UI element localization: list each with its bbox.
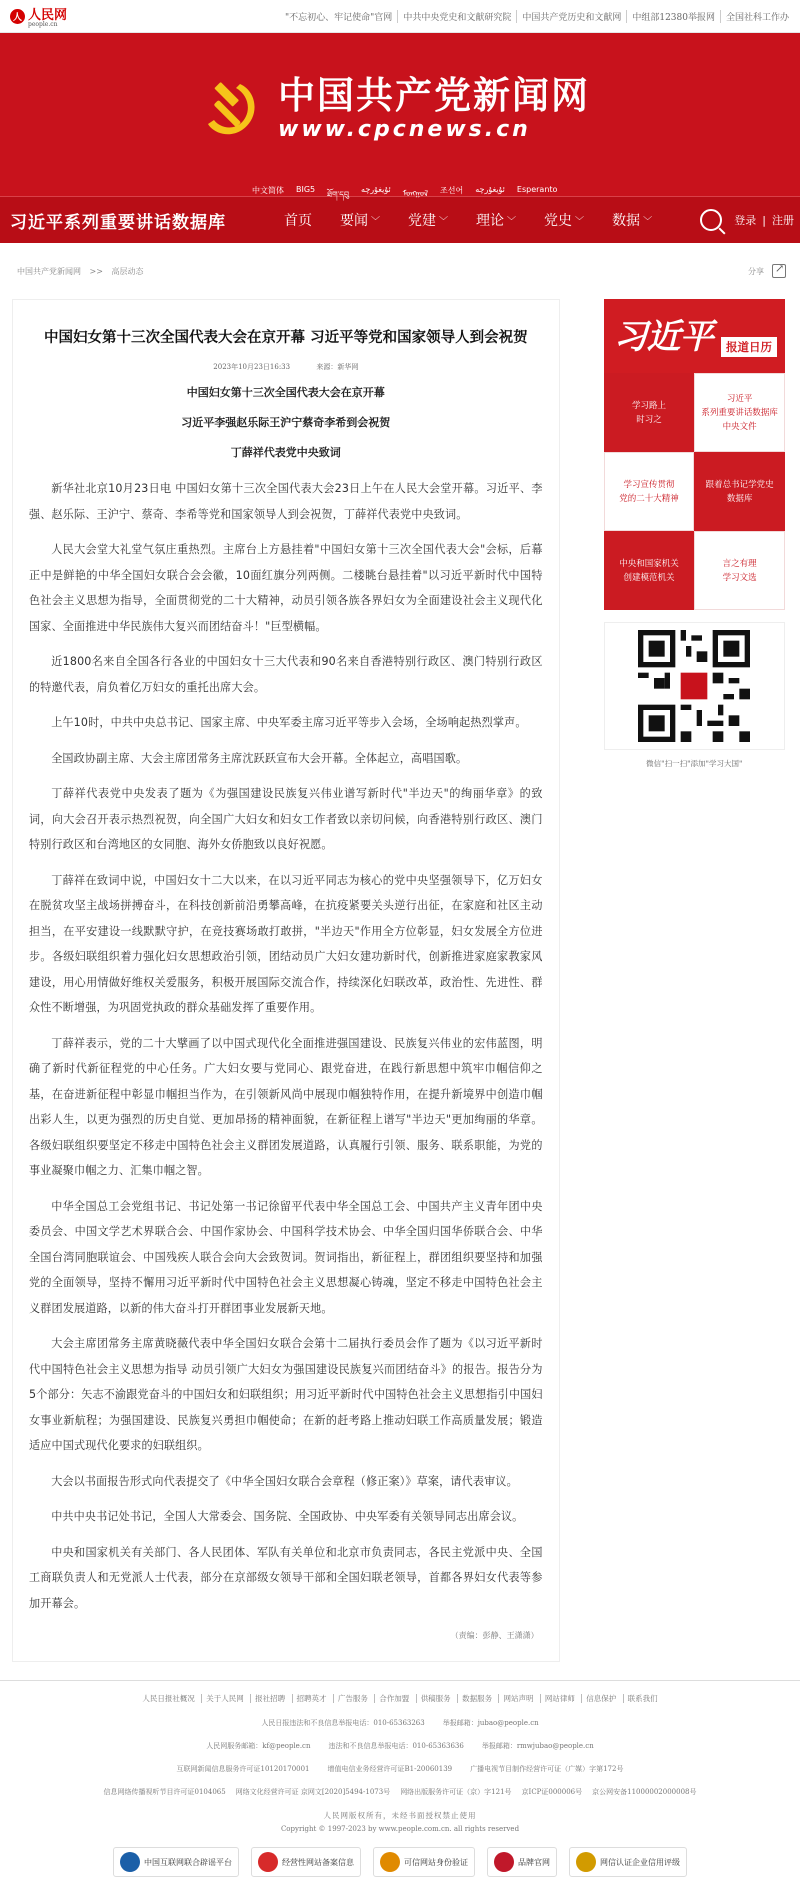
people-logo-sub: people.cn [28, 21, 58, 28]
article-paragraph: 中华全国总工会党组书记、书记处第一书记徐留平代表中华全国总工会、中国共产主义青年团中央委员会、中国文学艺术界联合会、中国作家协会、中国科学技术协会、中华全国归国华侨联合会、中华全国台湾同胞联谊会、中国残疾人联合会向大会致贺词。贺词指出，新征程上，群团组织要坚持和加强党的全面领导，坚持不懈用习近平新时代中国特色社会主义思想凝心铸魂，坚定不移走中国特色社会主义群团发展道路，以新的伟大奋斗打开群团事业发展新天地。 [29, 1199, 543, 1315]
nav-item-home[interactable] [270, 210, 326, 230]
top-links [280, 10, 794, 23]
footer-link[interactable]: 招聘英才 [292, 1694, 331, 1703]
badge-icon [380, 1852, 400, 1872]
article-paragraph: 新华社北京10月23日电 中国妇女第十三次全国代表大会23日上午在人民大会堂开幕。习近平、李强、赵乐际、王沪宁、蔡奇、李希等党和国家领导人到会祝贺，丁薛祥代表党中央致词。 [29, 482, 543, 521]
language-link[interactable]: 中文简体 [252, 186, 284, 195]
hammer-sickle-icon [200, 76, 264, 140]
footer-text[interactable]: 网络文化经营许可证 京网文[2020]5494-1073号 [235, 1788, 391, 1796]
footer-link[interactable]: 网站声明 [498, 1694, 537, 1703]
footer-text[interactable]: 增值电信业务经营许可证B1-20060139 [327, 1765, 453, 1773]
article-paragraph: 丁薛祥代表党中央发表了题为《为强国建设民族复兴伟业谱写新时代"半边天"的绚丽华章》的致词，向大会召开表示热烈祝贺，向全国广大妇女和妇女工作者致以亲切问候，向香港特别行政区、澳门特别行政区和台湾地区的女同胞、海外女侨胞致以良好祝愿。 [29, 787, 543, 851]
nav-label: 理论 [476, 213, 505, 229]
footer-text[interactable]: 信息网络传播视听节目许可证0104065 [103, 1788, 226, 1796]
article-subhead: 习近平李强赵乐际王沪宁蔡奇李希到会祝贺 [181, 416, 391, 429]
article-source[interactable]: 来源：新华网 [316, 363, 359, 371]
sidebar-tile[interactable] [604, 373, 695, 452]
badge-trusted-site[interactable] [373, 1847, 475, 1877]
language-links [252, 185, 557, 208]
register-link[interactable]: 注册 [772, 214, 794, 227]
language-link[interactable]: ᠮᠣᠩᠭᠣᠯ [402, 189, 429, 198]
database-brand[interactable]: 习近平系列重要讲话数据库 [10, 212, 226, 233]
badge-credit-rating[interactable] [569, 1847, 687, 1877]
top-link[interactable]: 全国社科工作办 [720, 10, 794, 23]
badge-icon [258, 1852, 278, 1872]
badge-icon [576, 1852, 596, 1872]
footer-link[interactable]: 数据服务 [457, 1694, 496, 1703]
article-title: 中国妇女第十三次全国代表大会在京开幕 习近平等党和国家领导人到会祝贺 [44, 330, 528, 346]
breadcrumb-sep: >> [89, 266, 103, 276]
top-link[interactable]: 中国共产党历史和文献网 [516, 10, 626, 23]
article-editor: （责编：彭静、王潇潇） [450, 1631, 539, 1640]
top-link[interactable]: 中共中央党史和文献研究院 [397, 10, 516, 23]
share-icon[interactable] [772, 264, 786, 278]
sidebar-tile[interactable] [694, 452, 785, 531]
sidebar-tile-label: 习近平 系列重要讲话数据库 中央文件 [701, 393, 778, 432]
article-paragraph: 丁薛祥表示，党的二十大擘画了以中国式现代化全面推进强国建设、民族复兴伟业的宏伟蓝图，明确了新时代新征程党的中心任务。广大妇女要与党同心、跟党奋进，在践行新思想中筑牢巾帼信仰之基，在奋进新征程中彰显巾帼担当作为，在引领新风尚中展现巾帼独特作用，在提升新境界中创造巾帼出彩人生，以更为强烈的历史自觉、更加昂扬的精神面貌，在新征程上谱写"半边天"更加绚丽的华章。各级妇联组织要坚定不移走中国特色社会主义群团发展道路，认真履行引领、服务、联系职能，为党的事业凝聚巾帼之力、汇集巾帼之智。 [29, 1036, 543, 1177]
login-link[interactable]: 登录 [734, 214, 757, 227]
nav-item-data[interactable] [598, 210, 666, 230]
nav-label: 要闻 [340, 213, 368, 229]
article-paragraph: 中央和国家机关有关部门、各人民团体、军队有关单位和北京市负责同志，各民主党派中央、全国工商联负责人和无党派人士代表，部分在京部级女领导干部和全国妇联老领导，首都各界妇女代表等参加开幕会。 [29, 1545, 543, 1610]
report-calendar-banner[interactable] [604, 299, 785, 373]
share-label: 分享 [748, 266, 764, 276]
language-link[interactable]: ئۇيغۇرچە [361, 185, 391, 194]
article-paragraph: 大会以书面报告形式向代表提交了《中华全国妇女联合会章程（修正案）》草案，请代表审议。 [51, 1474, 518, 1488]
article-paragraph: 大会主席团常务主席黄晓薇代表中华全国妇女联合会第十二届执行委员会作了题为《以习近平新时代中国特色社会主义思想为指导 动员引领广大妇女为强国建设民族复兴而团结奋斗》的报告。报告分为5个部分：矢志不渝跟党奋斗的中国妇女和妇联组织；用习近平新时代中国特色社会主义思想指引中国妇女事业新航程；为强国建设、民族复兴勇担巾帼使命；在新的赶考路上推动妇联工作高质量发展；锻造适应中国式现代化要求的妇联组织。 [29, 1337, 543, 1452]
sidebar-tile-label: 学习宣传贯彻 党的二十大精神 [619, 479, 679, 504]
chevron-down-icon: ﹀ [507, 216, 517, 227]
article-paragraph: 丁薛祥在致词中说，中国妇女十二大以来，在以习近平同志为核心的党中央坚强领导下，亿万妇女在脱贫攻坚主战场拼搏奋斗，在科技创新前沿勇攀高峰，在抗疫紧要关头逆行出征，在家庭和社区主动担当，在平安建设一线默默守护，在竞技赛场敢打敢拼，"半边天"作用全方位彰显，妇女发展全方位进步。各级妇联组织着力强化妇女思想政治引领，团结动员广大妇女建功新时代，创新推进家庭家教家风建设，用心用情做好维权关爱服务，积极开展国际交流合作，持续深化妇联改革，政治性、先进性、群众性不断增强，为巩固党执政的群众基础发挥了重要作用。 [29, 873, 543, 1014]
badge-brand-site[interactable] [487, 1847, 557, 1877]
chevron-down-icon: ﹀ [643, 216, 653, 227]
article-date: 2023年10月23日16:33 [213, 363, 291, 371]
footer-text: 人民网服务邮箱：kf@people.cn [206, 1742, 311, 1750]
footer-link[interactable]: 合作加盟 [374, 1694, 413, 1703]
badge-filing-info[interactable] [251, 1847, 361, 1877]
article-paragraph: 上午10时，中共中央总书记、国家主席、中央军委主席习近平等步入会场，全场响起热烈掌声。 [51, 716, 527, 729]
badge-rumor-platform[interactable] [113, 1847, 239, 1877]
chevron-down-icon: ﹀ [439, 216, 449, 227]
nav-label: 党史 [544, 213, 573, 229]
footer-copyright: 人民网版权所有，未经书面授权禁止使用 [323, 1811, 477, 1820]
article-subhead: 中国妇女第十三次全国代表大会在京开幕 [186, 386, 385, 399]
nav-item-news[interactable] [326, 210, 394, 230]
qr-code [604, 622, 785, 750]
nav-label: 首页 [284, 213, 312, 229]
footer-copyright-en: Copyright © 1997-2023 by www.people.com.cn. all rights reserved [280, 1825, 520, 1833]
badge-label: 经营性网站备案信息 [282, 1857, 354, 1867]
top-link[interactable]: "不忘初心、牢记使命"官网 [285, 12, 393, 23]
nav-label: 党建 [408, 213, 437, 229]
chevron-down-icon: ﹀ [371, 216, 381, 227]
calendar-tag: 报道日历 [721, 337, 777, 357]
badge-label: 网信认证企业信用评级 [600, 1857, 680, 1867]
article-subhead: 丁薛祥代表党中央致词 [230, 446, 341, 459]
footer-text[interactable]: 京ICP证000006号 [521, 1788, 583, 1796]
breadcrumb-home[interactable]: 中国共产党新闻网 [17, 266, 81, 276]
share-area [748, 264, 786, 278]
footer-link[interactable]: 联系我们 [623, 1694, 662, 1703]
language-link[interactable]: Esperanto [516, 185, 558, 194]
main-nav: 习近平系列重要讲话数据库 首页 要闻 ﹀ 党建 ﹀ 理论 ﹀ 党史 ﹀ 数据 ﹀ 登录 | 注册 [0, 196, 800, 243]
sidebar-tile[interactable] [694, 531, 785, 610]
nav-item-theory[interactable] [462, 210, 530, 230]
site-logo[interactable] [200, 73, 590, 142]
chevron-down-icon: ﹀ [575, 216, 585, 227]
qr-caption: 微信"扫一扫"添加"学习大国" [646, 759, 743, 768]
article-paragraph: 中共中央书记处书记，全国人大常委会、国务院、全国政协、中央军委有关领导同志出席会议。 [51, 1510, 524, 1523]
footer-service-line [0, 1741, 800, 1751]
language-link[interactable]: ཐོག་དབུ [327, 190, 350, 199]
footer-link[interactable]: 网站律师 [540, 1694, 579, 1703]
footer-text[interactable]: 互联网新闻信息服务许可证10120170001 [176, 1765, 310, 1773]
article-paragraph: 人民大会堂大礼堂气氛庄重热烈。主席台上方悬挂着"中国妇女第十三次全国代表大会"会标，后幕正中是鲜艳的中华全国妇女联合会会徽，10面红旗分列两侧。二楼眺台悬挂着"以习近平新时代中国特色社会主义思想为指导，全面贯彻党的二十大精神，动员引领各族各界妇女为全面建设社会主义现代化国家、全面推进中华民族伟大复兴而团结奋斗！"巨型横幅。 [29, 543, 543, 633]
badge-label: 可信网站身份验证 [404, 1857, 468, 1867]
footer-text[interactable]: 京公网安备11000002000008号 [592, 1788, 697, 1796]
badge-icon [120, 1852, 140, 1872]
footer-license-line [0, 1787, 800, 1797]
people-logo-icon: 人 [10, 9, 25, 24]
breadcrumb [17, 266, 150, 277]
footer-link[interactable]: 信息保护 [581, 1694, 620, 1703]
footer-text: 举报邮箱：rmwjubao@people.cn [481, 1742, 594, 1750]
site-url: www.cpcnews.cn [278, 117, 531, 142]
sidebar-tile-label: 学习路上 时习之 [631, 400, 666, 425]
breadcrumb-section[interactable]: 高层动态 [111, 266, 144, 276]
badge-label: 品牌官网 [518, 1857, 550, 1867]
site-banner [0, 33, 800, 199]
footer-license-line [0, 1764, 800, 1774]
article-paragraph: 全国政协副主席、大会主席团常务主席沈跃跃宣布大会开幕。全体起立，高唱国歌。 [51, 751, 468, 765]
footer-links [0, 1693, 800, 1704]
sidebar-tile[interactable] [604, 452, 695, 531]
footer-text[interactable]: 广播电视节目制作经营许可证（广媒）字第172号 [470, 1765, 624, 1773]
sidebar-tile[interactable] [604, 531, 695, 610]
sidebar-tile-label: 言之有理 学习文选 [722, 558, 757, 583]
footer-report-line [0, 1718, 800, 1728]
people-logo[interactable] [10, 4, 67, 28]
footer-text[interactable]: 网络出版服务许可证（京）字121号 [400, 1788, 512, 1796]
sidebar-tile[interactable] [694, 373, 785, 452]
people-logo-text: 人民网 [28, 8, 68, 23]
calendar-title: 习近平 [613, 317, 713, 357]
search-icon[interactable] [700, 209, 722, 231]
footer-text: 违法和不良信息举报电话：010-65363636 [328, 1742, 464, 1750]
article-meta [29, 362, 543, 372]
badge-label: 中国互联网联合辟谣平台 [144, 1857, 232, 1867]
article-paragraph: 近1800名来自全国各行各业的中国妇女十三大代表和90名来自香港特别行政区、澳门特别行政区的特邀代表，肩负着亿万妇女的重托出席大会。 [29, 655, 543, 694]
badge-icon [494, 1852, 514, 1872]
language-link[interactable]: 조선어 [440, 186, 464, 195]
nav-item-history[interactable] [530, 210, 598, 230]
language-link[interactable]: BIG5 [296, 185, 316, 194]
footer-link[interactable]: 人民日报社概况 [142, 1694, 195, 1703]
footer-link[interactable]: 报社招聘 [250, 1694, 289, 1703]
site-footer [0, 1680, 800, 1893]
top-utility-bar [0, 0, 800, 33]
nav-item-party[interactable] [394, 210, 462, 230]
article [12, 299, 560, 1662]
sidebar-tile-label: 跟着总书记学党史 数据库 [705, 479, 774, 504]
footer-text: 人民日报违法和不良信息举报电话：010-65363263 [261, 1719, 425, 1727]
language-link[interactable]: ئۇيغۇرچە [475, 185, 505, 194]
footer-link[interactable]: 供稿服务 [416, 1694, 455, 1703]
qr-code-icon [638, 630, 750, 742]
sidebar-tile-label: 中央和国家机关 创建模范机关 [619, 558, 679, 583]
footer-text: 举报邮箱：jubao@people.cn [442, 1719, 539, 1727]
footer-badges [0, 1847, 800, 1893]
footer-link[interactable]: 广告服务 [333, 1694, 372, 1703]
top-link[interactable]: 中组部12380举报网 [626, 10, 720, 23]
sidebar [604, 299, 785, 1662]
site-title: 中国共产党新闻网 [278, 73, 590, 117]
sidebar-grid [604, 373, 785, 610]
nav-label: 数据 [612, 213, 641, 229]
footer-link[interactable]: 关于人民网 [201, 1694, 248, 1703]
